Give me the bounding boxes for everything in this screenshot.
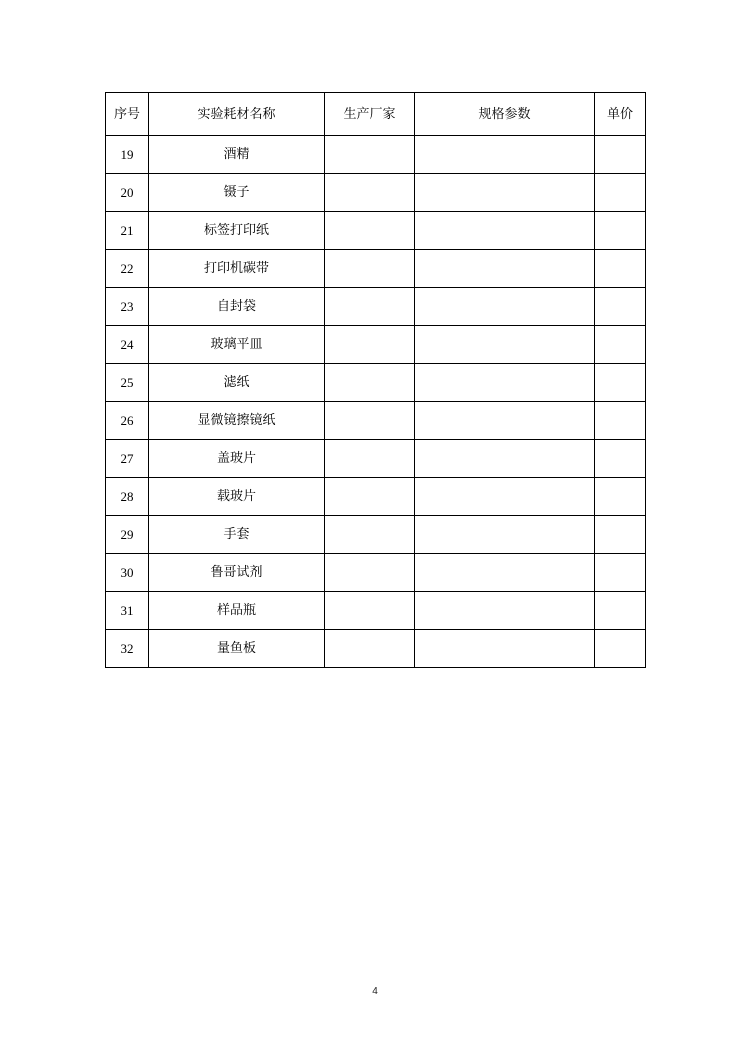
table-row [106,554,646,592]
header-row [106,93,646,136]
cell-serial-number: 31 [106,592,149,630]
cell-material-name: 自封袋 [149,288,325,326]
cell-material-name: 玻璃平皿 [149,326,325,364]
cell-specification [415,326,595,364]
cell-serial-number: 30 [106,554,149,592]
cell-specification [415,440,595,478]
header-material-name: 实验耗材名称 [149,93,325,136]
cell-specification [415,630,595,668]
header-unit-price: 单价 [595,93,646,136]
cell-serial-number: 32 [106,630,149,668]
cell-specification [415,402,595,440]
page-number: 4 [372,986,378,997]
cell-unit-price [595,288,646,326]
cell-material-name: 镊子 [149,174,325,212]
cell-unit-price [595,592,646,630]
header-specification: 规格参数 [415,93,595,136]
cell-serial-number: 27 [106,440,149,478]
cell-manufacturer [325,554,415,592]
cell-material-name: 滤纸 [149,364,325,402]
cell-unit-price [595,212,646,250]
table-body [106,136,646,668]
cell-specification [415,554,595,592]
cell-serial-number: 19 [106,136,149,174]
table-row [106,288,646,326]
cell-manufacturer [325,402,415,440]
cell-manufacturer [325,440,415,478]
cell-specification [415,174,595,212]
cell-manufacturer [325,288,415,326]
cell-manufacturer [325,630,415,668]
table-row [106,478,646,516]
cell-material-name: 手套 [149,516,325,554]
table-row [106,440,646,478]
table-row [106,402,646,440]
cell-material-name: 标签打印纸 [149,212,325,250]
cell-material-name: 打印机碳带 [149,250,325,288]
cell-manufacturer [325,212,415,250]
table-row [106,326,646,364]
cell-serial-number: 21 [106,212,149,250]
cell-serial-number: 23 [106,288,149,326]
cell-unit-price [595,554,646,592]
cell-unit-price [595,402,646,440]
cell-serial-number: 26 [106,402,149,440]
cell-unit-price [595,440,646,478]
cell-material-name: 鲁哥试剂 [149,554,325,592]
cell-unit-price [595,136,646,174]
table-row [106,364,646,402]
cell-serial-number: 24 [106,326,149,364]
cell-serial-number: 20 [106,174,149,212]
cell-specification [415,364,595,402]
cell-manufacturer [325,136,415,174]
table-row [106,516,646,554]
cell-specification [415,212,595,250]
cell-serial-number: 25 [106,364,149,402]
table-header [106,93,646,136]
cell-material-name: 量鱼板 [149,630,325,668]
table-row [106,136,646,174]
cell-material-name: 显微镜擦镜纸 [149,402,325,440]
cell-manufacturer [325,478,415,516]
cell-specification [415,592,595,630]
table-row [106,592,646,630]
table-row [106,250,646,288]
cell-material-name: 酒精 [149,136,325,174]
cell-specification [415,250,595,288]
table-row [106,174,646,212]
cell-manufacturer [325,516,415,554]
cell-unit-price [595,516,646,554]
cell-material-name: 样品瓶 [149,592,325,630]
cell-unit-price [595,478,646,516]
cell-manufacturer [325,592,415,630]
consumables-table [105,92,646,668]
cell-serial-number: 28 [106,478,149,516]
cell-unit-price [595,174,646,212]
header-serial-number: 序号 [106,93,149,136]
cell-manufacturer [325,250,415,288]
cell-specification [415,516,595,554]
cell-serial-number: 22 [106,250,149,288]
cell-serial-number: 29 [106,516,149,554]
cell-specification [415,136,595,174]
cell-unit-price [595,250,646,288]
cell-specification [415,288,595,326]
cell-unit-price [595,326,646,364]
cell-unit-price [595,364,646,402]
cell-manufacturer [325,326,415,364]
table-row [106,212,646,250]
header-manufacturer: 生产厂家 [325,93,415,136]
cell-material-name: 盖玻片 [149,440,325,478]
cell-manufacturer [325,364,415,402]
cell-unit-price [595,630,646,668]
cell-material-name: 载玻片 [149,478,325,516]
cell-specification [415,478,595,516]
cell-manufacturer [325,174,415,212]
table-row [106,630,646,668]
